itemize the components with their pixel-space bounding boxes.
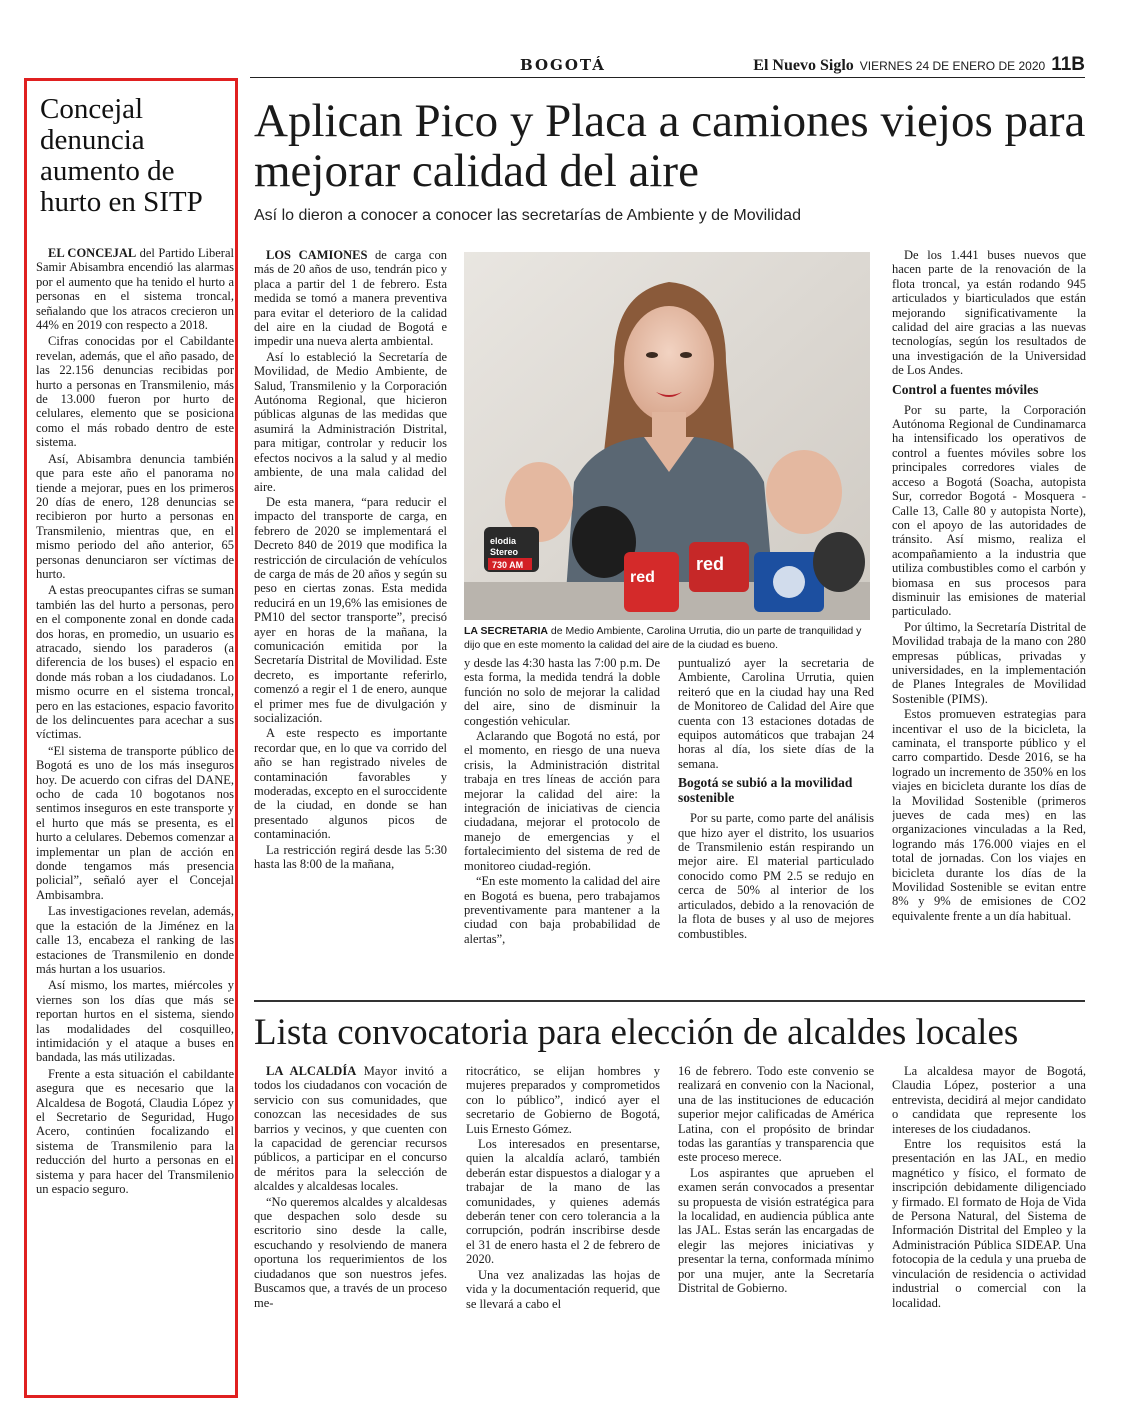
second-lead: LA ALCALDÍA [266,1064,357,1078]
svg-text:red: red [630,569,655,586]
second-headline: Lista convocatoria para elección de alcaldes locales [254,1012,1019,1053]
article-paragraph: Los aspirantes que aprueben el examen serán convocados a presentar su propuesta de visión estratégica para la localidad, en audiencia pública ante las JAL. Estas serán las encargadas de elegir las mejores iniciativas y presentar la terna, conformada mínimo por una mujer, ante la Secretaría Distrital de Gobierno. [678,1165,874,1296]
article-paragraph: Por último, la Secretaría Distrital de Movilidad trabaja de la mano con 280 empresas públicas, privadas y universidades, en la implementación de Planes Integrales de Movilidad Sostenible (PIMS). [892,619,1086,706]
sidebar-paragraph: Las investigaciones revelan, además, que la estación de la Jiménez en la calle 13, encabeza el ranking de las estaciones de Transmilenio en donde más hurtan a los usuarios. [36,904,234,976]
sidebar-body [36,246,234,1378]
article-subhead: Control a fuentes móviles [892,381,1039,397]
article-paragraph: Así lo estableció la Secretaría de Movilidad, de Medio Ambiente, de Salud, Transmilenio y la Corporación Autónoma Regional, que hicieron públicas algunas de las medidas que asumirá la Administración Distrital, para mitigar, controlar y reducir los efectos nocivos a la salud y al medio ambiente, de una mala calidad del aire. [254,349,447,494]
article-column-1 [254,248,447,988]
article-paragraph: Entre los requisitos está la presentación en las JAL, en medio magnético y físico, el formato de inscripción debidamente diligenciado y firmado. El formato de Hoja de Vida de Persona Natural, del Sistema de Información Distrital del Empleo y la Administración Pública SIDEAP. Una fotocopia de la cedula y una prueba de vinculación de residencia o actividad industrial o comercial con la localidad. [892,1137,1086,1310]
article-paragraph: Estos promueven estrategias para incentivar el uso de la bicicleta, la caminata, el transporte público y el carro compartido. Desde 2016, se ha logrado un incremento de 350% en los viajes en bicicleta durante los días de la Movilidad Sostenible (primeros jueves de cada mes) en las organizaciones vinculadas a la Red, logrando más 176.000 viajes en el total de jornadas. Con los viajes en bicicleta durante los días de la Movilidad Sostenible se evitan entre 8% y 9% de emisiones de CO2 equivalente frente a un día habitual. [892,707,1086,923]
photo-secretaria-with-microphones [464,252,870,620]
article-paragraph: De esta manera, “para reducir el impacto del transporte de carga, en febrero de 2020 se implementará el Decreto 840 de 2019 que modifica la restricción de circulación de vehículos de carga de más de 20 años y según su peso en ciertas zonas. Esta medida reducirá en un 19,6% las emisiones de PM10 del sector transporte”, precisó ayer en horas de la mañana, la comunicación emitida por la Secretaría Distrital de Movilidad. Este decreto, es importante referirlo, comenzó a regir el 1 de enero, aunque el primer mes fue de divulgación y socialización. [254,494,447,725]
article-paragraph: “En este momento la calidad del aire en Bogotá es buena, pero trabajamos preventivamente para mantener a la ciudad con baja probabilidad de alertas”, [464,874,660,946]
article-column-3 [678,656,874,988]
sidebar-paragraph: Cifras conocidas por el Cabildante revelan, además, que el año pasado, de las 22.156 denuncias recibidas por hurto a personas en Transmilenio, más de 13.000 fueron por hurto de celulares, elemento que se posiciona como el más robado dentro de este sistema. [36,334,234,450]
article-paragraph: LA ALCALDÍA Mayor invitó a todos los ciudadanos con vocación de servicio con sus comunidades, que conozcan las necesidades de sus barrios y vecinos, y que cuenten con la capacidad de gerenciar recursos públicos, a participar en el concurso de méritos para la selección de alcaldes y alcaldesas locales. [254,1064,447,1194]
article-paragraph: “No queremos alcaldes y alcaldesas que despachen solo desde su escritorio sino desde la calle, escuchando y resolviendo de manera oportuna los requerimientos de los ciudadanos que son nuestros jefes. Buscamos que, a través de un proceso me- [254,1194,447,1310]
article-paragraph: y desde las 4:30 hasta las 7:00 p.m. De esta forma, la medida tendrá la doble función no solo de mejorar la calidad del aire, sino de disminuir la congestión vehicular. [464,656,660,728]
article-paragraph: 16 de febrero. Todo este convenio se realizará en convenio con la Nacional, una de las instituciones de educación superior mejor calificadas de América Latina, con el propósito de brindar todas las garantías y transparencia que este proceso merece. [678,1064,874,1165]
article-paragraph: Los interesados en presentarse, quien la alcaldía aclaró, también deberán estar dispuestos a dialogar y a trabajar de la mano de las comunidades, y quienes además deberán tener con cero tolerancia a la corrupción, podrán inscribirse desde el 31 de enero hasta el 2 de febrero de 2020. [466,1137,660,1267]
sidebar-paragraph: Frente a esta situación el cabildante asegura que es necesario que la Alcaldesa de Bogotá, Claudia López y el Secretario de Seguridad, Hugo Acero, continúen focalizando el sistema de Transmilenio para la reducción del hurto a personas en el sistema y para hacer del Transmilenio un espacio seguro. [36,1066,234,1196]
svg-text:Stereo: Stereo [490,547,519,557]
article-paragraph: ritocrático, se elijan hombres y mujeres preparados y comprometidos con lo público”, indicó ayer el secretario de Gobierno de Bogotá, Luis Ernesto Gómez. [466,1064,660,1136]
article-paragraph: LOS CAMIONES de carga con más de 20 años de uso, tendrán pico y placa a partir del 1 de febrero. Esta medida se tomó a manera preventiva para evitar el deterioro de la calidad del aire en la ciudad de Bogotá e impedir una nueva alerta ambiental. [254,248,447,349]
article-paragraph: puntualizó ayer la secretaria de Ambiente, Carolina Urrutia, quien reiteró que en la ciudad hay una Red de Monitoreo de Calidad del Aire que cuenta con 13 estaciones dotadas de equipos automáticos que trabajan 24 horas al día, los siete días de la semana. [678,656,874,771]
second-column-3 [678,1064,874,1384]
article-paragraph: Por su parte, la Corporación Autónoma Regional de Cundinamarca ha intensificado los operativos de control a fuentes móviles sobre los principales corredores viales de acceso a Bogotá (Soacha, autopista Sur, corredor Bogotá - Mosquera - Calle 13, Calle 80 y autopista Norte), con el apoyo de las autoridades de tránsito. Así mismo, realiza el acompañamiento a la industria que utiliza combustibles como el carbón y biomasa en sus procesos para disminuir las emisiones de material particulado. [892,402,1086,619]
article-paragraph: Por su parte, como parte del análisis que hizo ayer el distrito, los usuarios de Transmilenio están respirando un mejor aire. El material particulado conocido como PM 2.5 se redujo en cerca de 50% al interior de los articulados, debido a la renovación de la flota de buses y al uso de mejores combustibles. [678,811,874,941]
svg-text:elodia: elodia [490,536,517,546]
caption-lead: LA SECRETARIA [464,625,548,637]
article-subhead: Bogotá se subió a la movilidad sostenible [678,775,853,806]
second-column-1 [254,1064,447,1384]
article-separator [254,1000,1085,1002]
svg-text:730 AM: 730 AM [492,560,524,570]
article-photo [464,252,870,620]
article-paragraph: La restricción regirá desde las 5:30 hasta las 8:00 de la mañana, [254,842,447,872]
second-column-4 [892,1064,1086,1384]
sidebar-paragraph: A estas preocupantes cifras se suman también las del hurto a personas, pero en el componente zonal en donde cada dos horas, en promedio, un usuario es atracado, siendo los paraderos (a diferencia de los buses) el espacio en donde más roban a los ciudadanos. Lo mismo ocurre en el sistema troncal, pero en las estaciones, espacio favorito de los delincuentes para acechar a sus víctimas. [36,583,234,742]
photo-caption: LA SECRETARIA de Medio Ambiente, Carolina Urrutia, dio un parte de tranquilidad y dijo que en este momento la calidad del aire de la ciudad es bueno. [464,625,862,651]
article-paragraph: Aclarando que Bogotá no está, por el momento, en riesgo de una nueva crisis, la Administración distrital trabaja en tres líneas de acción para mejorar la calidad del aire: la integración de iniciativas de ciencia ciudadana, mejorar el protocolo de manejo de emergencias y el fortalecimiento del sistema de red de monitoreo ciudad-región. [464,729,660,873]
page-number: 11B [1051,54,1085,75]
sidebar-headline: Concejal denuncia aumento de hurto en SITP [40,93,203,218]
article-paragraph: La alcaldesa mayor de Bogotá, Claudia López, posterior a una entrevista, decidirá al mejor candidato o candidata que represente los intereses de los ciudadanos. [892,1064,1086,1136]
section-name: BOGOTÁ [520,56,606,74]
svg-text:red: red [696,554,725,574]
second-column-2 [466,1064,660,1384]
article-lead: LOS CAMIONES [266,248,368,262]
header-rule [250,77,1085,78]
article-paragraph: De los 1.441 buses nuevos que hacen parte de la renovación de la flota troncal, ya están rodando 945 articulados y biarticulados que están mejorando significativamente la calidad del aire gracias a las nuevas tecnologías, según los resultados de una investigación de la Universidad de Los Andes. [892,248,1086,378]
newspaper-name: El Nuevo Siglo [753,57,854,74]
masthead [753,54,1085,76]
main-headline: Aplican Pico y Placa a camiones viejos para mejorar calidad del aire [254,95,1086,197]
sidebar-paragraph: EL CONCEJAL del Partido Liberal Samir Abisambra encendió las alarmas por el aumento que ha tenido el hurto a personas en el sistema troncal, señalando que los atracos crecieron un 44% en 2019 con respecto a 2018. [36,246,234,333]
article-column-2 [464,656,660,988]
sidebar-paragraph: Así mismo, los martes, miércoles y viernes son los días que más se reportan hurtos en el sistema, siendo las modalidades del cosquilleo, intimidación y el ataque a buses en bandada, las más utilizadas. [36,978,234,1065]
main-subheadline: Así lo dieron a conocer a conocer las secretarías de Ambiente y de Movilidad [254,207,801,224]
sidebar-lead: EL CONCEJAL [48,246,137,260]
sidebar-paragraph: “El sistema de transporte público de Bogotá es uno de los más inseguros hoy. De acuerdo con cifras del DANE, ocho de cada 10 bogotanos nos sentimos inseguros en este transporte y el hurto que más se presenta, es el hurto a celulares. Debemos comenzar a implementar un plan de acción en donde tengamos más presencia policial”, señaló ayer el Concejal Ambisambra. [36,743,234,902]
article-paragraph: A este respecto es importante recordar que, en lo que va corrido del año se han registrado niveles de contaminación favorables y moderadas, excepto en el suroccidente de la ciudad, en donde se han presentado algunos picos de contaminación. [254,726,447,842]
article-paragraph: Una vez analizadas las hojas de vida y la documentación requerid, que se llevará a cabo el [466,1267,660,1311]
sidebar-paragraph: Así, Abisambra denuncia también que para este año el panorama no tiende a mejorar, pues en los primeros 20 días de enero, 128 denuncias se recibieron por hurto a personas en Transmilenio, mientras que, en el mismo periodo del año anterior, 65 personas denunciaron ser víctimas de hurto. [36,451,234,581]
issue-date: VIERNES 24 DE ENERO DE 2020 [859,59,1046,73]
article-column-4 [892,248,1086,988]
